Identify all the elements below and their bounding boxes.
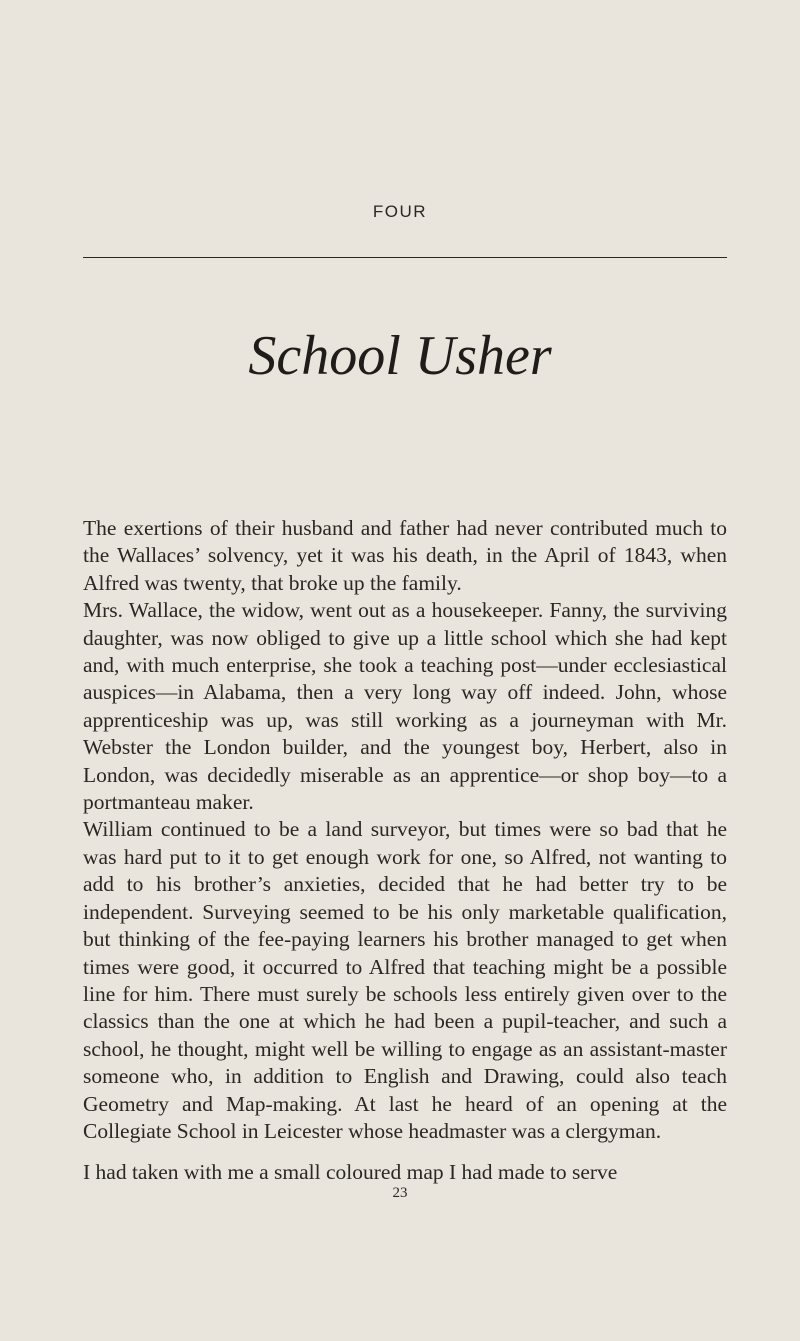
paragraph-2: Mrs. Wallace, the widow, went out as a housekeeper. Fanny, the surviving daughter, was now obliged to give up a little school which she had kept and, with much enterprise, she took a teaching post—under ecclesiastical auspices—in Alabama, then a very long way off indeed. John, whose apprenticeship was up, was still working as a journeyman with Mr. Webster the London builder, and the youngest boy, Herbert, also in London, was decidedly miserable as an apprentice—or shop boy—to a portmanteau maker. bbox=[83, 598, 727, 815]
chapter-rule bbox=[83, 257, 727, 258]
paragraph-3: William continued to be a land surveyor, but times were so bad that he was hard put to it to get enough work for one, so Alfred, not wanting to add to his brother’s anxieties, decided that he had better try to be independent. Surveying seemed to be his only marketable qualification, but thinking of the fee-paying learners his brother managed to get when times were good, it occurred to Alfred that teaching might be a possible line for him. There must surely be schools less entirely given over to the classics than the one at which he had been a pupil-teacher, and such a school, he thought, might well be willing to engage as an assistant-master someone who, in addition to English and Drawing, could also teach Geometry and Map-making. At last he heard of an opening at the Collegiate School in Leicester whose headmaster was a clergyman. bbox=[83, 817, 727, 1143]
chapter-title: School Usher bbox=[248, 325, 552, 387]
paragraph-4: I had taken with me a small coloured map I had made to serve bbox=[83, 1160, 618, 1185]
paragraph-1: The exertions of their husband and father had never contributed much to the Wallaces’ solvency, yet it was his death, in the April of 1843, when Alfred was twenty, that broke up the family. bbox=[83, 516, 727, 595]
page-number: 23 bbox=[392, 1185, 408, 1201]
chapter-number: FOUR bbox=[372, 202, 428, 221]
body-text bbox=[83, 515, 727, 1187]
